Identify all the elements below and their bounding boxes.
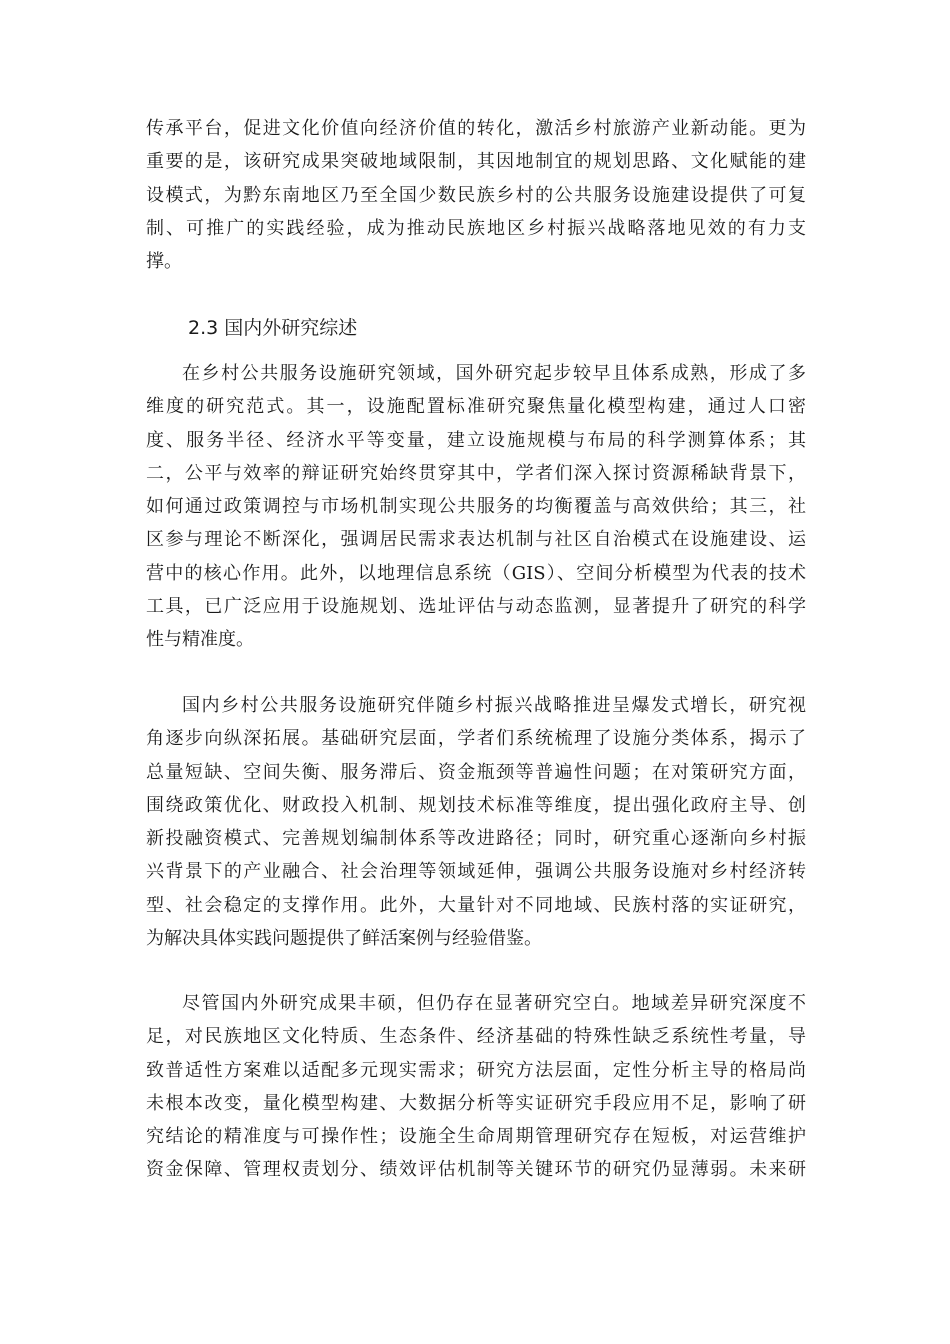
domestic-line-3: 总量短缺、空间失衡、服务滞后、资金瓶颈等普遍性问题；在对策研究方面， (146, 761, 806, 783)
domestic-line-4: 围绕政策优化、财政投入机制、规划技术标准等维度，提出强化政府主导、创 (146, 794, 806, 816)
gap-line-2: 足，对民族地区文化特质、生态条件、经济基础的特殊性缺乏系统性考量，导 (146, 1026, 806, 1048)
intro-line-4: 制、可推广的实践经验，成为推动民族地区乡村振兴战略落地见效的有力支 (146, 217, 806, 239)
domestic-line-7: 型、社会稳定的支撑作用。此外，大量针对不同地域、民族村落的实证研究， (146, 894, 806, 916)
intro-line-2: 重要的是，该研究成果突破地域限制，其因地制宜的规划思路、文化赋能的建 (146, 151, 806, 173)
gap-line-1: 尽管国内外研究成果丰硕，但仍存在显著研究空白。地域差异研究深度不 (182, 993, 806, 1014)
domestic-research-paragraph (146, 689, 806, 955)
intro-paragraph (146, 112, 806, 278)
foreign-line-4: 二，公平与效率的辩证研究始终贯穿其中，学者们深入探讨资源稀缺背景下， (146, 462, 806, 484)
foreign-line-2: 维度的研究范式。其一，设施配置标准研究聚焦量化模型构建，通过人口密 (146, 396, 806, 418)
foreign-research-paragraph (146, 357, 806, 657)
domestic-line-5: 新投融资模式、完善规划编制体系等改进路径；同时，研究重心逐渐向乡村振 (146, 828, 806, 850)
domestic-line-8: 为解决具体实践问题提供了鲜活案例与经验借鉴。 (146, 928, 542, 950)
foreign-line-9: 性与精准度。 (146, 629, 254, 651)
gap-line-6: 资金保障、管理权责划分、绩效评估机制等关键环节的研究仍显薄弱。未来研 (146, 1159, 806, 1181)
domestic-line-1: 国内乡村公共服务设施研究伴随乡村振兴战略推进呈爆发式增长，研究视 (182, 695, 806, 716)
research-gap-paragraph (146, 987, 806, 1187)
intro-line-3: 设模式，为黔东南地区乃至全国少数民族乡村的公共服务设施建设提供了可复 (146, 184, 806, 206)
gap-line-5: 究结论的精准度与可操作性；设施全生命周期管理研究存在短板，对运营维护 (146, 1126, 806, 1148)
domestic-line-2: 角逐步向纵深拓展。基础研究层面，学者们系统梳理了设施分类体系，揭示了 (146, 728, 806, 750)
foreign-line-6: 区参与理论不断深化，强调居民需求表达机制与社区自治模式在设施建设、运 (146, 529, 806, 551)
intro-line-5: 撑。 (146, 251, 182, 273)
intro-line-1: 传承平台，促进文化价值向经济价值的转化，激活乡村旅游产业新动能。更为 (146, 118, 806, 139)
foreign-line-7: 营中的核心作用。此外，以地理信息系统（GIS）、空间分析模型为代表的技术 (146, 562, 806, 584)
foreign-line-5: 如何通过政策调控与市场机制实现公共服务的均衡覆盖与高效供给；其三，社 (146, 496, 806, 518)
domestic-line-6: 兴背景下的产业融合、社会治理等领域延伸，强调公共服务设施对乡村经济转 (146, 861, 806, 883)
foreign-line-8: 工具，已广泛应用于设施规划、选址评估与动态监测，显著提升了研究的科学 (146, 596, 806, 618)
foreign-line-1: 在乡村公共服务设施研究领域，国外研究起步较早且体系成熟，形成了多 (182, 363, 806, 384)
gap-line-4: 未根本改变，量化模型构建、大数据分析等实证研究手段应用不足，影响了研 (146, 1092, 806, 1114)
foreign-line-3: 度、服务半径、经济水平等变量，建立设施规模与布局的科学测算体系；其 (146, 429, 806, 451)
gap-line-3: 致普适性方案难以适配多元现实需求；研究方法层面，定性分析主导的格局尚 (146, 1059, 806, 1081)
section-heading: 2.3 国内外研究综述 (188, 317, 358, 339)
